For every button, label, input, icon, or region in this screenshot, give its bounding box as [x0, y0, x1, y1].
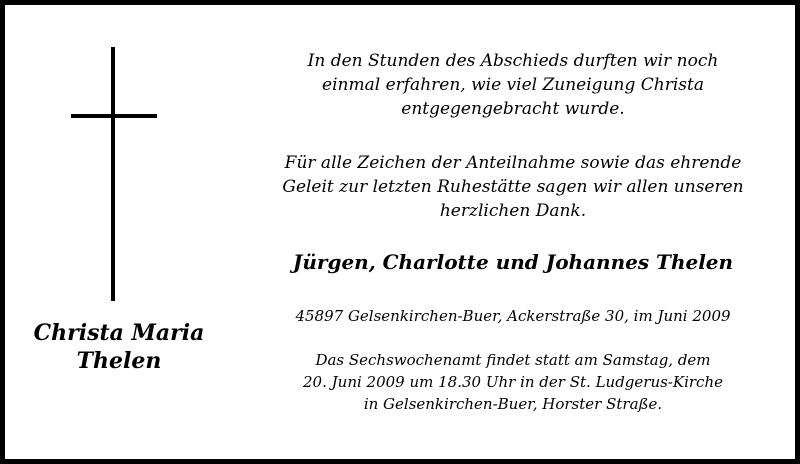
- thanks-line-1: In den Stunden des Abschieds durften wir noch: [307, 51, 719, 71]
- gratitude-line-2: Geleit zur letzten Ruhestätte sagen wir allen unseren: [282, 177, 744, 197]
- gratitude-paragraph: [233, 151, 793, 223]
- gratitude-line-1: Für alle Zeichen der Anteilnahme sowie das ehrende: [284, 153, 742, 173]
- cross-horizontal-bar: [71, 114, 157, 118]
- thanks-paragraph: [233, 49, 793, 121]
- address-line: 45897 Gelsenkirchen-Buer, Ackerstraße 30, im Juni 2009: [295, 307, 731, 325]
- service-line-1: Das Sechswochenamt findet statt am Samstag, dem: [315, 351, 711, 369]
- deceased-name-line-1: Christa Maria: [33, 320, 205, 346]
- thanks-line-3: entgegengebracht wurde.: [401, 99, 625, 119]
- deceased-name-line-2: Thelen: [76, 348, 162, 374]
- deceased-name: [25, 319, 213, 375]
- service-line-2: 20. Juni 2009 um 18.30 Uhr in der St. Ludgerus-Kirche: [303, 373, 723, 391]
- gratitude-line-3: herzlichen Dank.: [439, 201, 587, 221]
- family-signature: Jürgen, Charlotte und Johannes Thelen: [292, 250, 734, 274]
- service-line-3: in Gelsenkirchen-Buer, Horster Straße.: [363, 395, 663, 413]
- service-paragraph: [233, 349, 793, 415]
- cross-vertical-bar: [111, 47, 115, 301]
- thanks-line-2: einmal erfahren, wie viel Zuneigung Christa: [322, 75, 704, 95]
